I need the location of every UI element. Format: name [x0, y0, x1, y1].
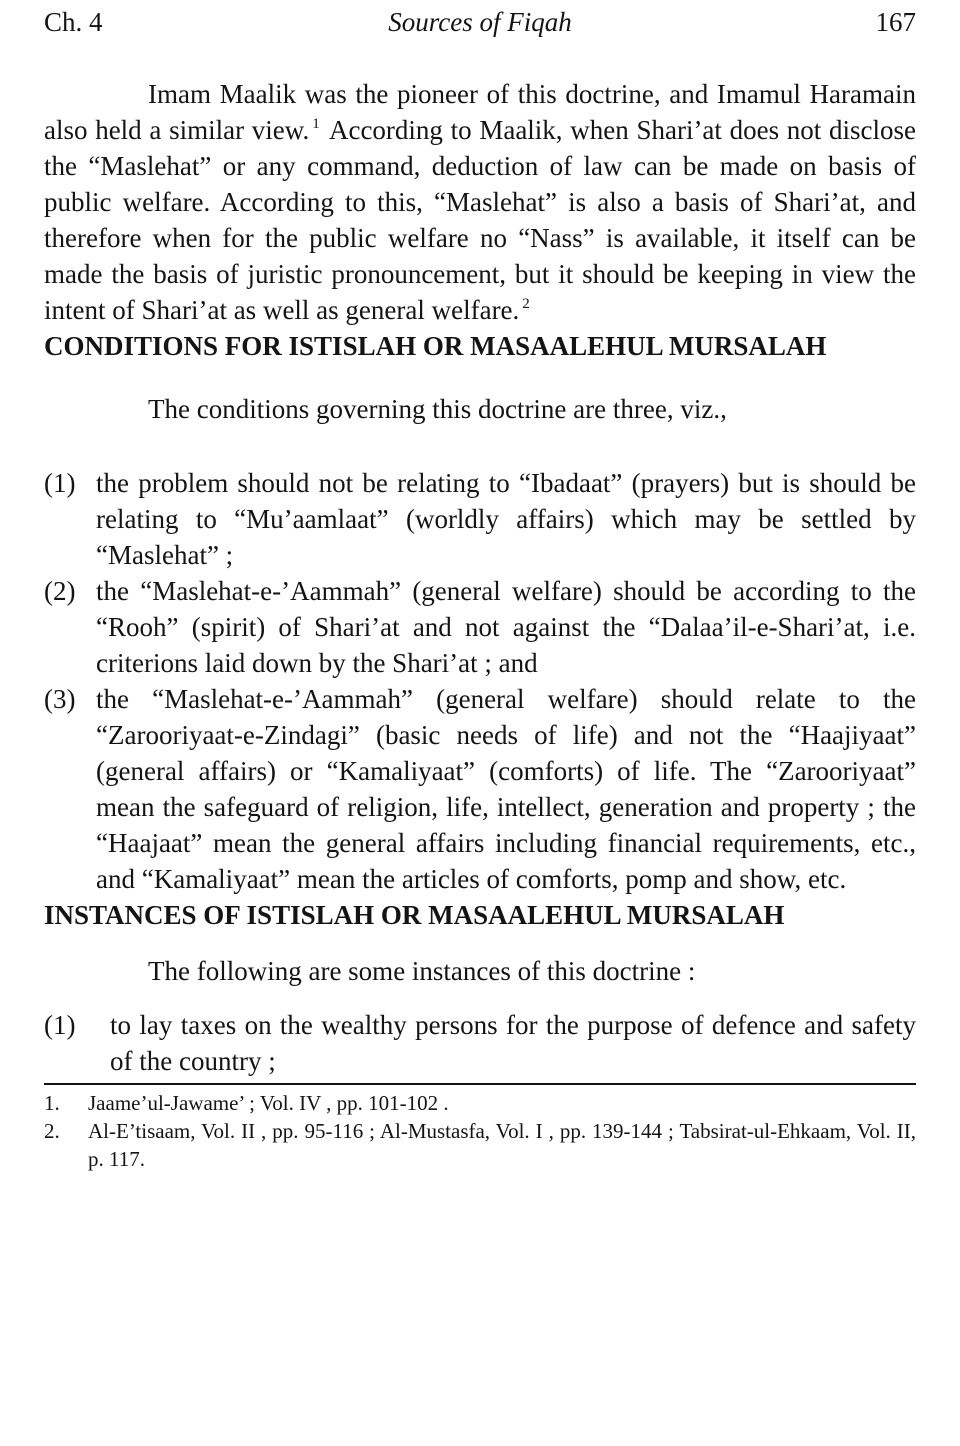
intro-paragraph-part2: According to Maalik, when Shari’at does not disclose the “Maslehat” or any command, deduction of law can be made on basis of public welfare. According to this, “Maslehat” is also a basis of Shari’at, and therefore when for the public welfare no “Nass” is available, it itself can be made the basis of juristic pronouncement, but it should be keeping in view the intent of Shari’at as well as general welfare.: [44, 115, 916, 325]
page-number: 167: [875, 7, 916, 37]
footnotes: [44, 1089, 916, 1173]
footnote-divider: [44, 1083, 916, 1085]
intro-paragraph-part1: Imam Maalik was the pioneer of this doctrine, and Imamul Haramain also held a similar view.: [44, 79, 916, 145]
chapter-label: Ch. 4: [44, 7, 103, 37]
list-item-number: (3): [44, 684, 76, 714]
footnote-text: Jaame’ul-Jawame’ ; Vol. IV , pp. 101-102 .: [88, 1091, 449, 1115]
list-item: [44, 465, 916, 573]
footnote-ref-1: 1: [312, 116, 320, 132]
conditions-list: [44, 465, 916, 897]
conditions-intro: The conditions governing this doctrine are three, viz.,: [148, 394, 727, 424]
book-title: Sources of Fiqah: [388, 7, 572, 37]
page-body: [44, 76, 916, 1079]
book-page: [44, 0, 916, 1173]
footnote-number: 2.: [44, 1119, 60, 1143]
list-item-text: the “Maslehat-e-’Aammah” (general welfare) should be according to the “Rooh” (spirit) of Shari’at and not against the “Dalaa’il-e-Shari’at, i.e. criterions laid down by the Shari’at ; and: [96, 576, 916, 678]
conditions-heading: CONDITIONS FOR ISTISLAH OR MASAALEHUL MURSALAH: [44, 331, 827, 361]
list-item-number: (1): [44, 1010, 76, 1040]
running-head: [44, 0, 916, 44]
footnote-text: Al-E’tisaam, Vol. II , pp. 95-116 ; Al-Mustasfa, Vol. I , pp. 139-144 ; Tabsirat-ul-Ehkaam, Vol. II, p. 117.: [88, 1119, 916, 1171]
list-item-text: to lay taxes on the wealthy persons for the purpose of defence and safety of the country ;: [110, 1010, 916, 1076]
instances-heading: INSTANCES OF ISTISLAH OR MASAALEHUL MURSALAH: [44, 900, 785, 930]
footnote-ref-2: 2: [522, 296, 530, 312]
list-item: [44, 573, 916, 681]
list-item: [44, 681, 916, 897]
list-item-number: (1): [44, 468, 76, 498]
instances-intro: The following are some instances of this doctrine :: [148, 956, 696, 986]
footnote-item: [44, 1089, 916, 1117]
list-item: [44, 1007, 916, 1079]
list-item-text: the problem should not be relating to “Ibadaat” (prayers) but is should be relating to “Mu’aamlaat” (worldly affairs) which may be settled by “Maslehat” ;: [96, 468, 916, 570]
list-item-text: the “Maslehat-e-’Aammah” (general welfare) should relate to the “Zarooriyaat-e-Zindagi” (basic needs of life) and not the “Haajiyaat” (general affairs) or “Kamaliyaat” (comforts) of life. The “Zarooriyaat” mean the safeguard of religion, life, intellect, generation and property ; the “Haajaat” mean the general affairs including financial requirements, etc., and “Kamaliyaat” mean the articles of comforts, pomp and show, etc.: [96, 684, 916, 894]
instances-list: [44, 1007, 916, 1079]
list-item-number: (2): [44, 576, 76, 606]
footnote-item: [44, 1117, 916, 1173]
footnote-number: 1.: [44, 1091, 60, 1115]
intro-paragraph: [44, 76, 916, 328]
